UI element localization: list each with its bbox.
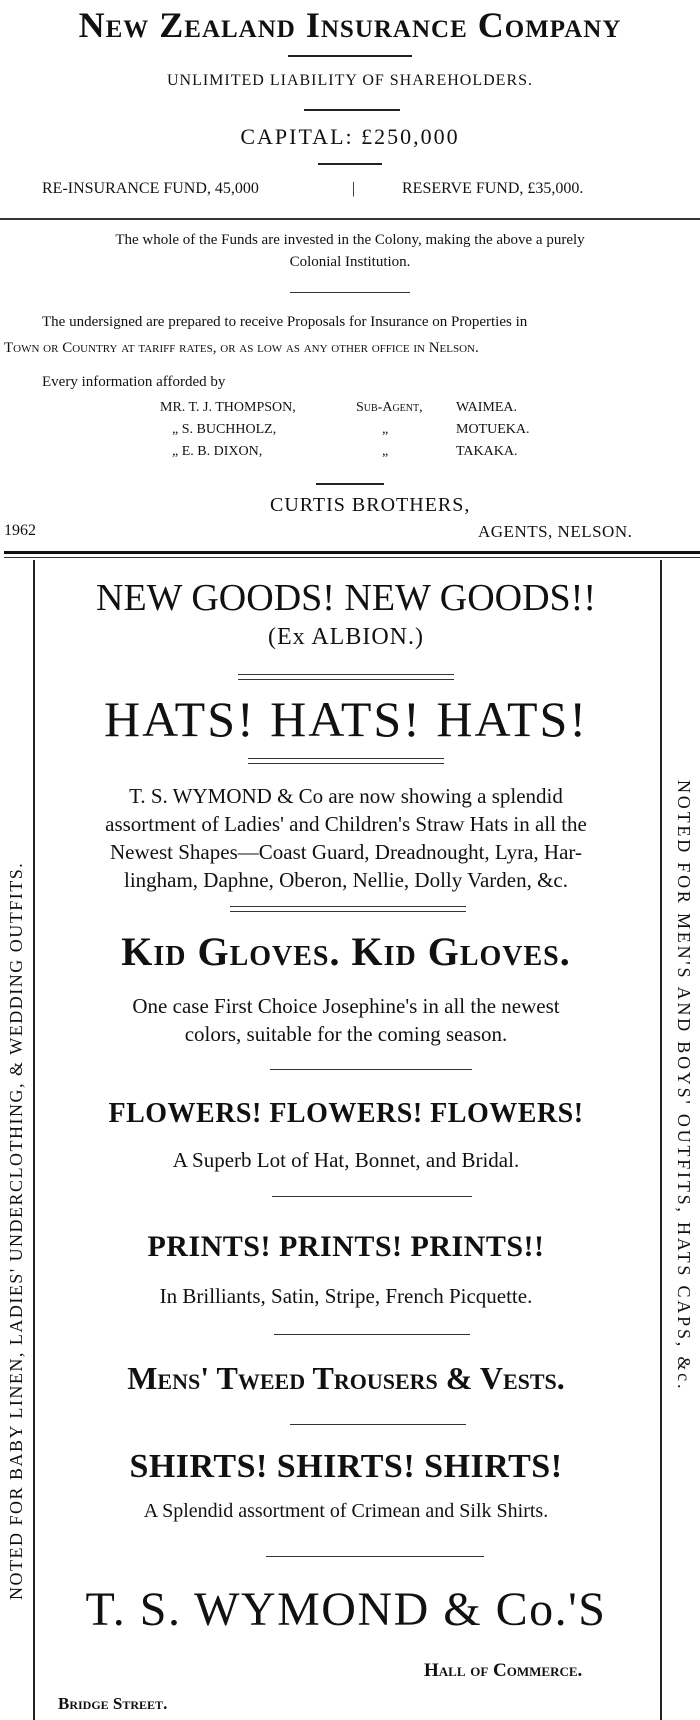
- double-rule: [230, 906, 466, 907]
- agent-role: Sub-Agent,: [356, 400, 423, 415]
- ex-albion: (Ex ALBION.): [268, 624, 424, 650]
- information-line: Every information afforded by: [42, 374, 226, 390]
- agent-row: [0, 422, 700, 442]
- double-rule: [238, 674, 454, 675]
- agent-name: MR. T. J. THOMPSON,: [160, 400, 296, 415]
- firm-name: T. S. WYMOND & Co.'S: [85, 1583, 607, 1636]
- agent-row: [0, 444, 700, 464]
- trousers-heading: Mens' Tweed Trousers & Vests.: [127, 1360, 565, 1396]
- hall-of-commerce: Hall of Commerce.: [424, 1660, 583, 1681]
- side-text-right: NOTED FOR MEN'S AND BOYS' OUTFITS, HATS CAPS, &c.: [674, 780, 694, 1392]
- flowers-heading: FLOWERS! FLOWERS! FLOWERS!: [108, 1098, 584, 1129]
- divider: [0, 218, 700, 220]
- funds-text-line2: Colonial Institution.: [289, 254, 411, 270]
- border-left: [33, 560, 35, 1720]
- divider: [274, 1334, 470, 1335]
- double-rule: [248, 763, 444, 764]
- fund-separator: |: [352, 180, 356, 197]
- ad-separator: [4, 551, 700, 554]
- bridge-street: Bridge Street.: [58, 1694, 168, 1713]
- agents-location: AGENTS, NELSON.: [478, 522, 633, 541]
- hats-heading: HATS! HATS! HATS!: [103, 691, 589, 747]
- prints-heading: PRINTS! PRINTS! PRINTS!!: [147, 1230, 545, 1263]
- proposals-line1: The undersigned are prepared to receive Proposals for Insurance on Properties in: [42, 314, 528, 330]
- divider: [290, 1424, 466, 1425]
- gloves-desc-line1: One case First Choice Josephine's in all the newest: [132, 994, 560, 1018]
- agent-place: TAKAKA.: [456, 444, 518, 459]
- proposals-line2: Town or Country at tariff rates, or as low as any other office in Nelson.: [4, 340, 479, 356]
- hats-desc-line3: Newest Shapes—Coast Guard, Dreadnought, Lyra, Har-: [110, 840, 582, 864]
- divider: [290, 292, 410, 293]
- agent-role: „: [382, 444, 389, 459]
- prints-desc: In Brilliants, Satin, Stripe, French Picquette.: [159, 1284, 533, 1308]
- agent-place: MOTUEKA.: [456, 422, 530, 437]
- agent-name: „ S. BUCHHOLZ,: [172, 422, 277, 437]
- divider: [304, 109, 400, 111]
- reinsurance-fund: RE-INSURANCE FUND, 45,000: [42, 180, 259, 197]
- gloves-desc-line2: colors, suitable for the coming season.: [184, 1022, 508, 1046]
- liability-line: UNLIMITED LIABILITY OF SHAREHOLDERS.: [166, 72, 534, 89]
- agent-row: [0, 400, 700, 420]
- kid-gloves-heading: Kid Gloves. Kid Gloves.: [121, 929, 571, 974]
- capital-line: CAPITAL: £250,000: [240, 124, 460, 149]
- ad-separator: [4, 557, 700, 558]
- double-rule: [238, 679, 454, 680]
- new-goods-heading: NEW GOODS! NEW GOODS!!: [96, 577, 596, 619]
- divider: [316, 483, 384, 485]
- hats-desc-line2: assortment of Ladies' and Children's Straw Hats in all the: [105, 812, 587, 836]
- ad-number: 1962: [4, 522, 36, 539]
- divider: [288, 55, 412, 57]
- double-rule: [248, 758, 444, 759]
- reserve-fund: RESERVE FUND, £35,000.: [402, 180, 584, 197]
- agent-role: „: [382, 422, 389, 437]
- divider: [266, 1556, 484, 1557]
- divider: [270, 1069, 472, 1070]
- flowers-desc: A Superb Lot of Hat, Bonnet, and Bridal.: [172, 1148, 520, 1172]
- funds-text-line1: The whole of the Funds are invested in the Colony, making the above a purely: [115, 232, 585, 248]
- hats-desc-line4: lingham, Daphne, Oberon, Nellie, Dolly Varden, &c.: [123, 868, 568, 892]
- agent-name: „ E. B. DIXON,: [172, 444, 263, 459]
- side-text-left: NOTED FOR BABY LINEN, LADIES' UNDERCLOTHING, & WEDDING OUTFITS.: [6, 861, 26, 1600]
- divider: [318, 163, 382, 165]
- company-title: New Zealand Insurance Company: [78, 5, 622, 45]
- agents-firm: CURTIS BROTHERS,: [270, 494, 471, 516]
- divider: [272, 1196, 472, 1197]
- shirts-desc: A Splendid assortment of Crimean and Silk Shirts.: [143, 1500, 549, 1522]
- agent-place: WAIMEA.: [456, 400, 518, 415]
- double-rule: [230, 911, 466, 912]
- border-right: [660, 560, 662, 1720]
- hats-desc-line1: T. S. WYMOND & Co are now showing a splendid: [129, 784, 563, 808]
- shirts-heading: SHIRTS! SHIRTS! SHIRTS!: [129, 1448, 563, 1485]
